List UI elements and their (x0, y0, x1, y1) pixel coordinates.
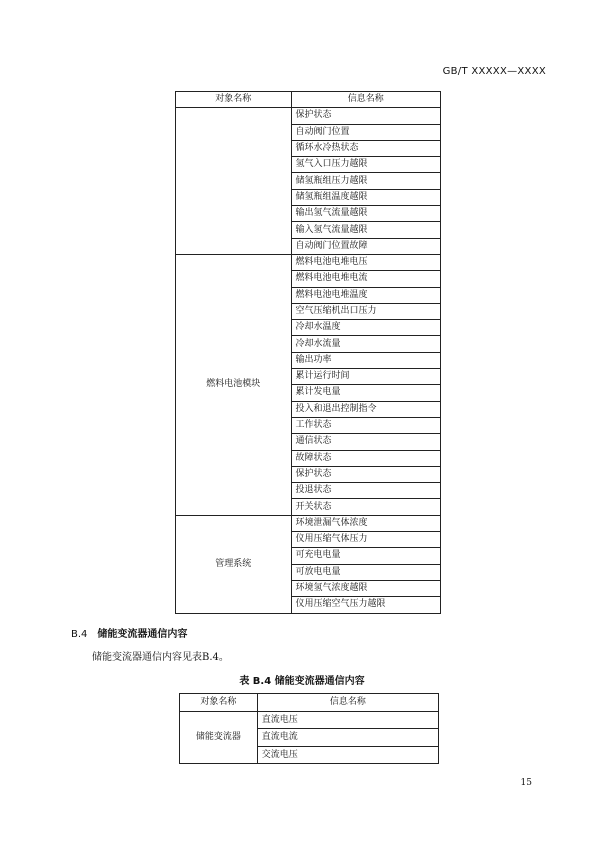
info-name-cell: 累计运行时间 (291, 369, 440, 385)
info-name-cell: 环境泄漏气体浓度 (291, 515, 440, 531)
info-name-cell: 投退状态 (291, 483, 440, 499)
info-name-cell: 保护状态 (291, 108, 440, 124)
section-title: 储能变流器通信内容 (97, 629, 188, 640)
info-name-cell: 燃料电池电堆电压 (291, 254, 440, 270)
info-name-cell: 可充电电量 (291, 548, 440, 564)
info-name-cell: 直流电流 (257, 729, 438, 747)
table-row (176, 254, 441, 270)
info-name-cell: 储氢瓶组温度越限 (291, 189, 440, 205)
info-name-cell: 故障状态 (291, 450, 440, 466)
info-name-cell: 燃料电池电堆电流 (291, 271, 440, 287)
info-name-cell: 工作状态 (291, 417, 440, 433)
column-header-object: 对象名称 (176, 92, 292, 108)
info-name-cell: 环境氢气浓度越限 (291, 580, 440, 596)
info-name-cell: 空气压缩机出口压力 (291, 303, 440, 319)
table-row (180, 711, 439, 729)
info-name-cell: 自动阀门位置故障 (291, 238, 440, 254)
info-name-cell: 冷却水温度 (291, 320, 440, 336)
communication-info-table (175, 91, 441, 614)
body-paragraph: 储能变流器通信内容见表B.4。 (92, 652, 229, 663)
converter-info-table (179, 693, 439, 764)
info-name-cell: 燃料电池电堆温度 (291, 287, 440, 303)
info-name-cell: 投入和退出控制指令 (291, 401, 440, 417)
object-name-cell: 储能变流器 (180, 711, 258, 764)
info-name-cell: 可放电电量 (291, 564, 440, 580)
section-heading (71, 625, 187, 640)
info-name-cell: 储氢瓶组压力越限 (291, 173, 440, 189)
info-name-cell: 累计发电量 (291, 385, 440, 401)
info-name-cell: 输出功率 (291, 352, 440, 368)
info-name-cell: 冷却水流量 (291, 336, 440, 352)
object-name-cell: 燃料电池模块 (176, 254, 292, 515)
info-name-cell: 直流电压 (257, 711, 438, 729)
column-header-object: 对象名称 (180, 694, 258, 712)
info-name-cell: 输出氢气流量越限 (291, 206, 440, 222)
page-number: 15 (520, 778, 532, 788)
table-header-row (176, 92, 441, 108)
column-header-info: 信息名称 (291, 92, 440, 108)
info-name-cell: 自动阀门位置 (291, 124, 440, 140)
info-name-cell: 通信状态 (291, 434, 440, 450)
object-name-cell: 管理系统 (176, 515, 292, 613)
table-header-row (180, 694, 439, 712)
standard-code: GB/T XXXXX—XXXX (442, 66, 546, 77)
info-name-cell: 循环水冷热状态 (291, 140, 440, 156)
table-caption: 表 B.4 储能变流器通信内容 (239, 676, 365, 687)
column-header-info: 信息名称 (257, 694, 438, 712)
table-row (176, 108, 441, 124)
info-name-cell: 输入氢气流量越限 (291, 222, 440, 238)
object-name-cell (176, 108, 292, 255)
table-row (176, 515, 441, 531)
section-number: B.4 (71, 629, 88, 640)
info-name-cell: 仪用压缩空气压力越限 (291, 597, 440, 613)
info-name-cell: 开关状态 (291, 499, 440, 515)
info-name-cell: 交流电压 (257, 746, 438, 764)
info-name-cell: 仪用压缩气体压力 (291, 532, 440, 548)
info-name-cell: 保护状态 (291, 466, 440, 482)
info-name-cell: 氢气入口压力越限 (291, 157, 440, 173)
